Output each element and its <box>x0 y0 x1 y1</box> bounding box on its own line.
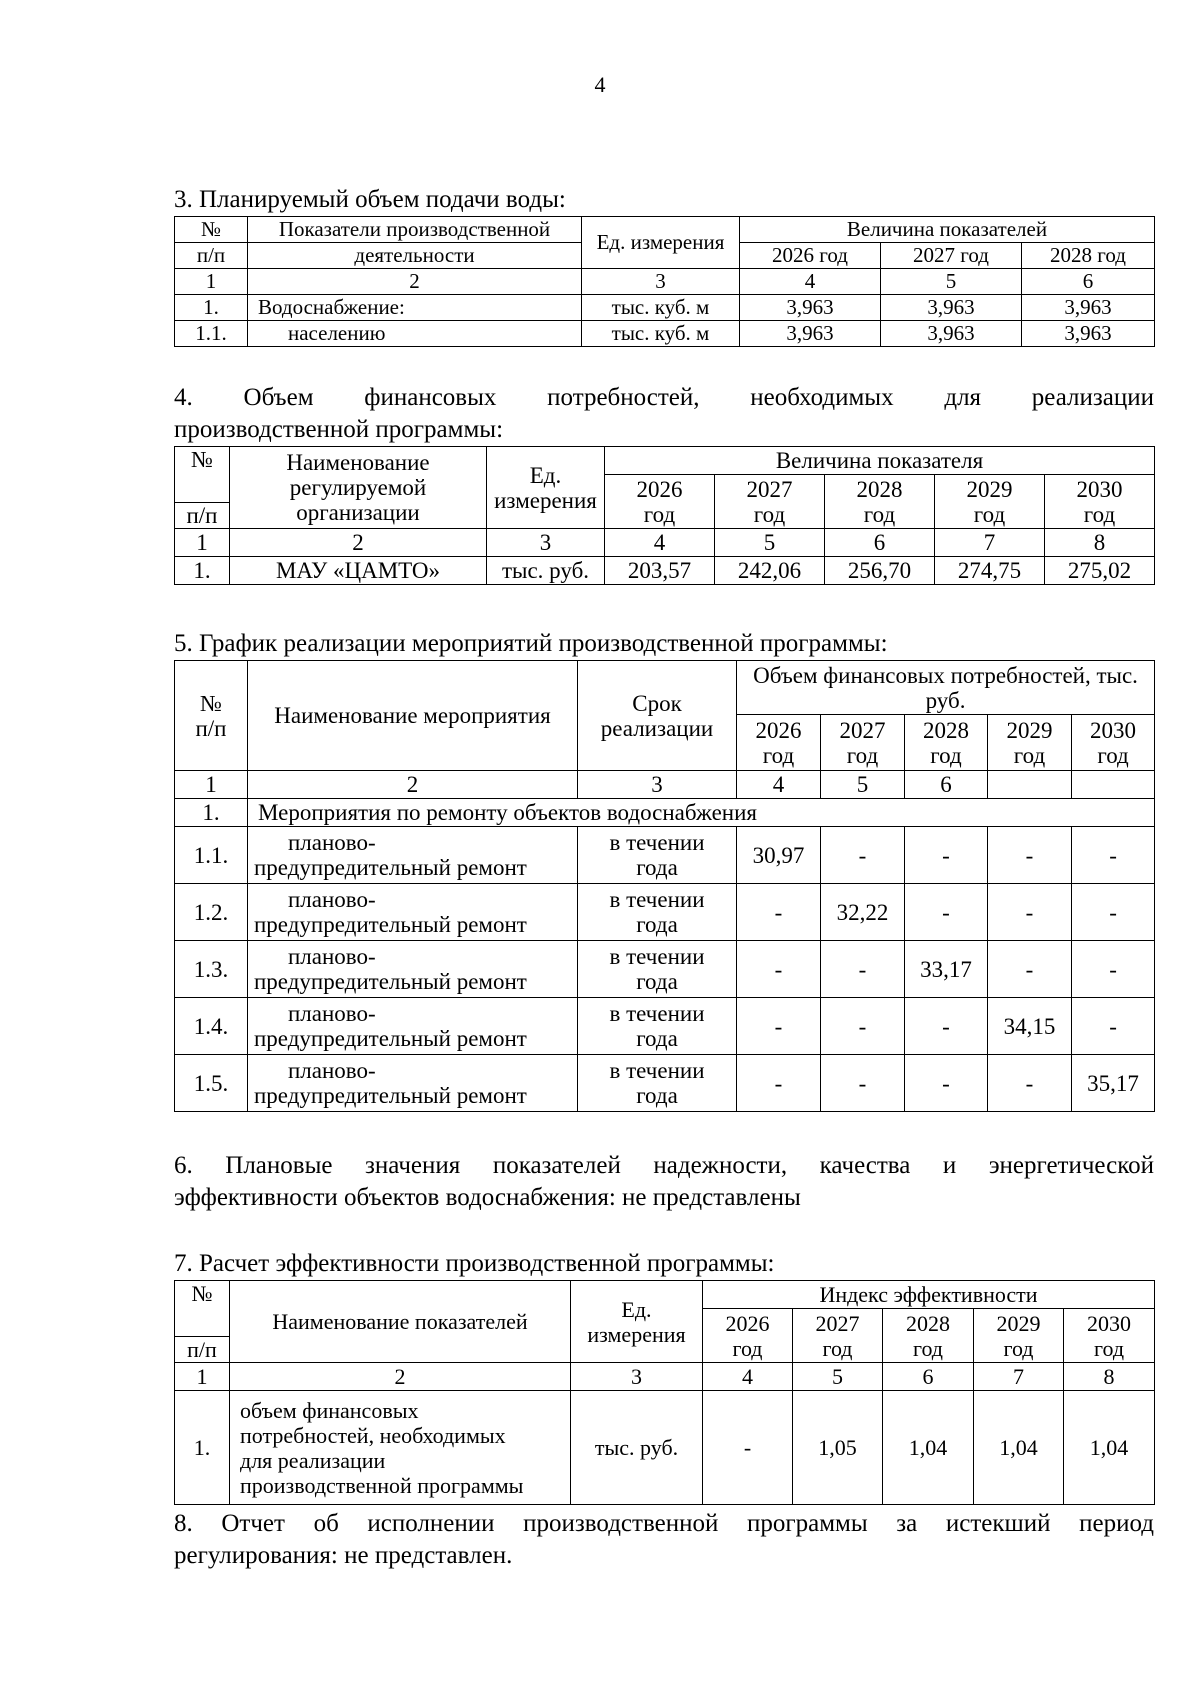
year-label: год <box>912 1335 944 1361</box>
year-number: 2027 <box>815 1310 860 1336</box>
row-organization: МАУ «ЦАМТО» <box>230 557 487 585</box>
row-value: 275,02 <box>1045 557 1155 585</box>
header-num-top: № <box>175 1281 230 1337</box>
index-cell: 4 <box>740 269 881 295</box>
section-4 <box>174 382 1154 585</box>
index-cell: 2 <box>230 1363 571 1391</box>
header-year <box>1064 1309 1155 1363</box>
header-num-top: № <box>200 690 222 716</box>
year-number: 2026 <box>636 476 683 502</box>
header-unit-line: Ед. <box>529 462 562 488</box>
section-4-title-line1: 4. Объем финансовых потребностей, необходимых для реализации <box>174 384 1154 411</box>
header-num-top: № <box>175 447 230 503</box>
row-unit: тыс. куб. м <box>582 295 740 321</box>
header-unit <box>571 1281 703 1363</box>
year-label: год <box>930 742 962 768</box>
header-year: 2026 год <box>740 243 881 269</box>
section-6-line1: 6. Плановые значения показателей надежности, качества и энергетической <box>174 1152 1154 1179</box>
year-number: 2027 <box>839 717 886 743</box>
year-number: 2029 <box>1006 717 1053 743</box>
year-label: год <box>1093 1335 1125 1361</box>
header-year: 2027 год <box>881 243 1022 269</box>
index-cell: 7 <box>974 1363 1064 1391</box>
header-year <box>793 1309 883 1363</box>
index-row <box>175 269 1155 295</box>
row-name-line: планово- <box>288 830 376 855</box>
index-cell: 8 <box>1045 529 1155 557</box>
row-name-line: для реализации <box>240 1447 386 1473</box>
section-5-title: 5. График реализации мероприятий производственной программы: <box>174 630 888 657</box>
index-cell <box>988 771 1072 799</box>
row-term-line: в течении <box>609 830 705 855</box>
section-8 <box>174 1508 1154 1572</box>
group-row-name: Мероприятия по ремонту объектов водоснабжения <box>248 799 1155 827</box>
year-label: год <box>973 501 1006 527</box>
index-cell: 7 <box>935 529 1045 557</box>
header-year <box>1072 715 1155 771</box>
index-cell: 6 <box>825 529 935 557</box>
table-row <box>175 998 1155 1055</box>
row-name-line: планово- <box>288 887 376 912</box>
row-name: Водоснабжение: <box>248 295 582 321</box>
row-value: 34,15 <box>988 998 1072 1055</box>
header-year <box>605 475 715 529</box>
row-term-line: года <box>636 855 678 880</box>
year-label: год <box>732 1335 763 1361</box>
row-name <box>248 884 578 941</box>
row-value: - <box>737 941 821 998</box>
row-term-line: года <box>636 912 678 937</box>
header-unit-line: измерения <box>587 1321 686 1347</box>
index-cell: 2 <box>248 771 578 799</box>
section-3 <box>174 184 1154 347</box>
index-cell: 8 <box>1064 1363 1155 1391</box>
row-term-line: в течении <box>609 944 705 969</box>
table-row <box>175 321 1155 347</box>
header-year <box>737 715 821 771</box>
section-5 <box>174 628 1154 1112</box>
row-name-line: предупредительный ремонт <box>254 1026 527 1051</box>
table-row <box>175 827 1155 884</box>
year-label: год <box>822 1335 853 1361</box>
row-name-line: потребностей, необходимых <box>240 1422 506 1448</box>
section-8-line2: регулирования: не представлен. <box>174 1542 513 1569</box>
year-number: 2028 <box>856 476 903 502</box>
header-indicator-top: Показатели производственной <box>248 217 582 243</box>
row-name <box>248 941 578 998</box>
row-value: - <box>905 884 988 941</box>
row-term-line: года <box>636 969 678 994</box>
row-value: - <box>1072 941 1155 998</box>
year-number: 2026 <box>725 1310 770 1336</box>
index-cell: 5 <box>821 771 905 799</box>
row-value: - <box>988 884 1072 941</box>
index-cell: 2 <box>230 529 487 557</box>
row-num: 1. <box>175 557 230 585</box>
row-num: 1.1. <box>175 321 248 347</box>
row-value: - <box>988 941 1072 998</box>
schedule-table <box>174 660 1155 1112</box>
row-value: 33,17 <box>905 941 988 998</box>
index-cell: 3 <box>487 529 605 557</box>
row-value: - <box>1072 884 1155 941</box>
year-number: 2030 <box>1090 717 1137 743</box>
index-cell: 4 <box>605 529 715 557</box>
header-unit-line: Ед. <box>621 1296 652 1322</box>
header-organization <box>230 447 487 529</box>
row-num: 1.5. <box>175 1055 248 1112</box>
row-num: 1.2. <box>175 884 248 941</box>
section-7 <box>174 1248 1154 1505</box>
row-term <box>578 884 737 941</box>
row-value: 35,17 <box>1072 1055 1155 1112</box>
header-unit <box>487 447 605 529</box>
header-group: Индекс эффективности <box>703 1281 1155 1309</box>
row-value: 3,963 <box>740 295 881 321</box>
header-indicator-bottom: деятельности <box>248 243 582 269</box>
year-number: 2027 <box>746 476 793 502</box>
index-cell: 1 <box>175 529 230 557</box>
row-name-line: планово- <box>288 1001 376 1026</box>
header-year <box>715 475 825 529</box>
row-value: - <box>821 941 905 998</box>
row-term <box>578 941 737 998</box>
year-number: 2028 <box>906 1310 950 1336</box>
row-name-line: предупредительный ремонт <box>254 1083 527 1108</box>
row-term-line: в течении <box>609 887 705 912</box>
year-number: 2029 <box>966 476 1013 502</box>
year-number: 2029 <box>996 1310 1041 1336</box>
index-row <box>175 771 1155 799</box>
row-value: 3,963 <box>740 321 881 347</box>
year-number: 2028 <box>923 717 969 743</box>
header-num-bottom: п/п <box>175 243 248 269</box>
year-label: год <box>1083 501 1116 527</box>
header-year <box>1045 475 1155 529</box>
row-name <box>248 827 578 884</box>
index-cell: 3 <box>578 771 737 799</box>
index-cell: 6 <box>1022 269 1155 295</box>
row-value: - <box>821 1055 905 1112</box>
row-term-line: года <box>636 1026 678 1051</box>
header-term-line: Срок <box>632 690 682 716</box>
row-unit: тыс. руб. <box>571 1391 703 1505</box>
row-num: 1.4. <box>175 998 248 1055</box>
row-term <box>578 998 737 1055</box>
group-row-num: 1. <box>175 799 248 827</box>
section-7-title: 7. Расчет эффективности производственной программы: <box>174 1250 775 1277</box>
header-year <box>703 1309 793 1363</box>
efficiency-table <box>174 1280 1155 1505</box>
section-8-line1: 8. Отчет об исполнении производственной программы за истекший период <box>174 1510 1154 1537</box>
header-num-top: № <box>175 217 248 243</box>
index-cell: 5 <box>793 1363 883 1391</box>
row-name-line: планово- <box>288 1058 376 1083</box>
section-3-title: 3. Планируемый объем подачи воды: <box>174 186 566 213</box>
table-row <box>175 295 1155 321</box>
table-row <box>175 1391 1155 1505</box>
header-term-line: реализации <box>600 715 714 741</box>
year-label: год <box>846 742 879 768</box>
row-name-line: предупредительный ремонт <box>254 912 527 937</box>
header-num <box>175 661 248 771</box>
header-unit: Ед. измерения <box>582 217 740 269</box>
header-group-line: Объем финансовых потребностей, тыс. <box>753 662 1138 688</box>
row-value: - <box>737 1055 821 1112</box>
index-cell: 1 <box>175 269 248 295</box>
year-label: год <box>1013 742 1046 768</box>
row-value: - <box>988 827 1072 884</box>
group-row <box>175 799 1155 827</box>
row-num: 1.3. <box>175 941 248 998</box>
row-value: - <box>737 998 821 1055</box>
row-name-line: предупредительный ремонт <box>254 969 527 994</box>
row-unit: тыс. куб. м <box>582 321 740 347</box>
index-cell: 5 <box>715 529 825 557</box>
row-value: 203,57 <box>605 557 715 585</box>
row-num: 1. <box>175 295 248 321</box>
header-num-bottom: п/п <box>175 503 230 529</box>
row-name <box>248 1055 578 1112</box>
table-row <box>175 884 1155 941</box>
table-row <box>175 557 1155 585</box>
header-name: Наименование мероприятия <box>248 661 578 771</box>
row-term-line: в течении <box>609 1058 705 1083</box>
row-value: 1,05 <box>793 1391 883 1505</box>
index-cell: 4 <box>703 1363 793 1391</box>
header-group: Величина показателей <box>740 217 1155 243</box>
row-value: - <box>905 827 988 884</box>
year-number: 2030 <box>1087 1310 1131 1336</box>
row-term-line: в течении <box>609 1001 705 1026</box>
header-org-line: Наименование <box>286 450 430 475</box>
index-cell: 5 <box>881 269 1022 295</box>
row-term <box>578 827 737 884</box>
header-group <box>737 661 1155 715</box>
index-row <box>175 1363 1155 1391</box>
row-value: - <box>905 998 988 1055</box>
index-cell <box>1072 771 1155 799</box>
year-label: год <box>1097 742 1129 768</box>
header-year: 2028 год <box>1022 243 1155 269</box>
row-value: - <box>821 998 905 1055</box>
row-value: - <box>988 1055 1072 1112</box>
index-row <box>175 529 1155 557</box>
row-num: 1.1. <box>175 827 248 884</box>
header-year <box>825 475 935 529</box>
row-value: - <box>821 827 905 884</box>
index-cell: 6 <box>883 1363 974 1391</box>
section-6-line2: эффективности объектов водоснабжения: не представлены <box>174 1184 801 1211</box>
row-value: - <box>1072 827 1155 884</box>
row-name-line: планово- <box>288 944 376 969</box>
header-year <box>821 715 905 771</box>
year-label: год <box>1003 1335 1034 1361</box>
row-value: - <box>703 1391 793 1505</box>
header-year <box>905 715 988 771</box>
page-number: 4 <box>594 72 606 97</box>
header-name: Наименование показателей <box>230 1281 571 1363</box>
row-value: 256,70 <box>825 557 935 585</box>
row-value: - <box>1072 998 1155 1055</box>
header-term <box>578 661 737 771</box>
row-name-line: предупредительный ремонт <box>254 855 527 880</box>
section-4-title-line2: производственной программы: <box>174 416 504 443</box>
row-name: населению <box>248 321 582 347</box>
row-value: 274,75 <box>935 557 1045 585</box>
row-value: 1,04 <box>974 1391 1064 1505</box>
row-name <box>230 1391 571 1505</box>
header-unit-line: измерения <box>494 487 597 513</box>
row-value: 242,06 <box>715 557 825 585</box>
header-org-line: регулируемой <box>289 475 427 500</box>
table-row <box>175 1055 1155 1112</box>
row-value: 1,04 <box>883 1391 974 1505</box>
row-name-line: производственной программы <box>240 1472 524 1498</box>
header-group: Величина показателя <box>605 447 1155 475</box>
index-cell: 4 <box>737 771 821 799</box>
section-6 <box>174 1150 1154 1214</box>
row-term-line: года <box>636 1083 678 1108</box>
index-cell: 3 <box>571 1363 703 1391</box>
header-org-line: организации <box>296 500 420 525</box>
header-year <box>883 1309 974 1363</box>
header-year <box>974 1309 1064 1363</box>
row-value: 3,963 <box>881 321 1022 347</box>
row-name-line: объем финансовых <box>240 1397 419 1423</box>
row-num: 1. <box>175 1391 230 1505</box>
table-row <box>175 941 1155 998</box>
row-term <box>578 1055 737 1112</box>
year-label: год <box>643 501 676 527</box>
row-value: - <box>737 884 821 941</box>
index-cell: 1 <box>175 771 248 799</box>
row-value: 3,963 <box>881 295 1022 321</box>
water-supply-table <box>174 216 1155 347</box>
index-cell: 6 <box>905 771 988 799</box>
header-group-line: руб. <box>925 687 966 713</box>
row-value: 3,963 <box>1022 295 1155 321</box>
row-unit: тыс. руб. <box>487 557 605 585</box>
row-value: 32,22 <box>821 884 905 941</box>
financial-needs-table <box>174 446 1155 585</box>
header-year <box>988 715 1072 771</box>
year-number: 2030 <box>1076 476 1123 502</box>
header-num-bottom: п/п <box>175 1337 230 1363</box>
row-value: 3,963 <box>1022 321 1155 347</box>
row-value: 1,04 <box>1064 1391 1155 1505</box>
index-cell: 1 <box>175 1363 230 1391</box>
header-year <box>935 475 1045 529</box>
row-value: - <box>905 1055 988 1112</box>
row-name <box>248 998 578 1055</box>
year-label: год <box>863 501 896 527</box>
year-label: год <box>762 742 795 768</box>
row-value: 30,97 <box>737 827 821 884</box>
year-number: 2026 <box>755 717 802 743</box>
index-cell: 3 <box>582 269 740 295</box>
index-cell: 2 <box>248 269 582 295</box>
year-label: год <box>753 501 786 527</box>
header-num-bottom: п/п <box>195 715 227 741</box>
